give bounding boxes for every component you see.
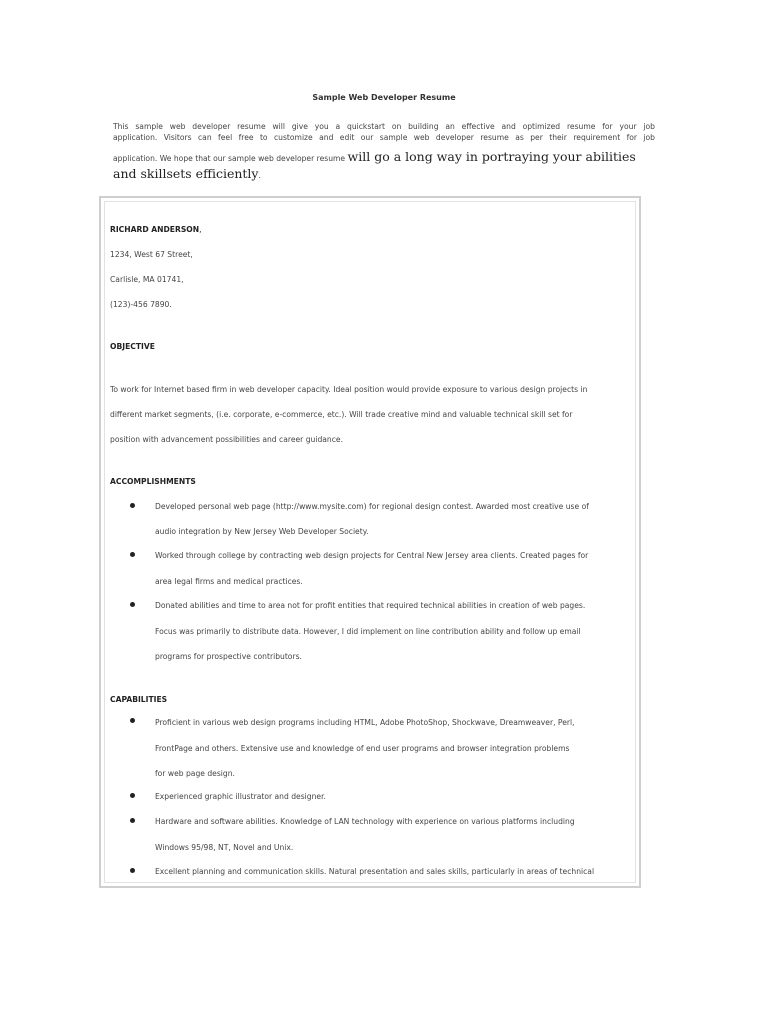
accomplishment-line: Donated abilities and time to area not for profit entities that required technical abilities in creation of web pages. — [155, 601, 586, 610]
resume-frame — [99, 196, 641, 888]
accomplishment-line: programs for prospective contributors. — [155, 652, 302, 661]
intro-line: This sample web developer resume will give you a quickstart on building an effective and optimized resume for your job — [113, 122, 655, 131]
address-line-1: 1234, West 67 Street, — [110, 250, 193, 259]
accomplishment-line: Focus was primarily to distribute data. However, I did implement on line contribution ability and follow up email — [155, 627, 581, 636]
capability-line: for web page design. — [155, 769, 235, 778]
capability-line: Proficient in various web design programs including HTML, Adobe PhotoShop, Shockwave, Dreamweaver, Perl, — [155, 718, 575, 727]
objective-heading: OBJECTIVE — [110, 342, 155, 351]
resume-frame-inner — [104, 201, 636, 883]
intro-text: . — [258, 171, 261, 180]
capability-line: FrontPage and others. Extensive use and knowledge of end user programs and browser integration problems — [155, 744, 570, 753]
intro-large-text: will go a long way in portraying your abilities — [347, 149, 636, 164]
objective-line: different market segments, (i.e. corporate, e-commerce, etc.). Will trade creative mind and valuable technical skill set for — [110, 410, 573, 419]
resume-name — [110, 225, 202, 234]
bullet-icon — [130, 503, 135, 508]
bullet-icon — [130, 793, 135, 798]
capability-line: Windows 95/98, NT, Novel and Unix. — [155, 843, 294, 852]
objective-line: position with advancement possibilities and career guidance. — [110, 435, 343, 444]
bullet-icon — [130, 552, 135, 557]
capability-line: Hardware and software abilities. Knowledge of LAN technology with experience on various platforms including — [155, 817, 575, 826]
capability-line: Excellent planning and communication skills. Natural presentation and sales skills, particularly in areas of technical — [155, 867, 595, 876]
intro-large-text: and skillsets efficiently — [113, 166, 259, 181]
accomplishment-line: Developed personal web page (http://www.mysite.com) for regional design contest. Awarded most creative use of — [155, 502, 589, 511]
accomplishment-line: Worked through college by contracting web design projects for Central New Jersey area clients. Created pages for — [155, 551, 589, 560]
name-text: RICHARD ANDERSON — [110, 225, 200, 234]
intro-line: application. Visitors can feel free to customize and edit our sample web developer resume as per their requirement for job — [113, 133, 655, 142]
accomplishment-line: audio integration by New Jersey Web Developer Society. — [155, 527, 369, 536]
bullet-icon — [130, 718, 135, 723]
bullet-icon — [130, 818, 135, 823]
intro-text: application. We hope that our sample web developer resume — [113, 154, 348, 163]
address-line-2: Carlisle, MA 01741, — [110, 275, 184, 284]
capability-line: Experienced graphic illustrator and designer. — [155, 792, 326, 801]
name-suffix: , — [199, 225, 202, 234]
accomplishment-line: area legal firms and medical practices. — [155, 577, 303, 586]
accomplishments-heading: ACCOMPLISHMENTS — [110, 477, 196, 486]
bullet-icon — [130, 602, 135, 607]
document-title: Sample Web Developer Resume — [312, 93, 456, 102]
intro-line — [113, 149, 655, 165]
intro-line — [113, 165, 655, 183]
capabilities-heading: CAPABILITIES — [110, 695, 168, 704]
intro-paragraph — [113, 121, 655, 183]
objective-line: To work for Internet based firm in web developer capacity. Ideal position would provide exposure to various design projects in — [110, 385, 588, 394]
phone-number: (123)-456 7890. — [110, 300, 172, 309]
bullet-icon — [130, 868, 135, 873]
